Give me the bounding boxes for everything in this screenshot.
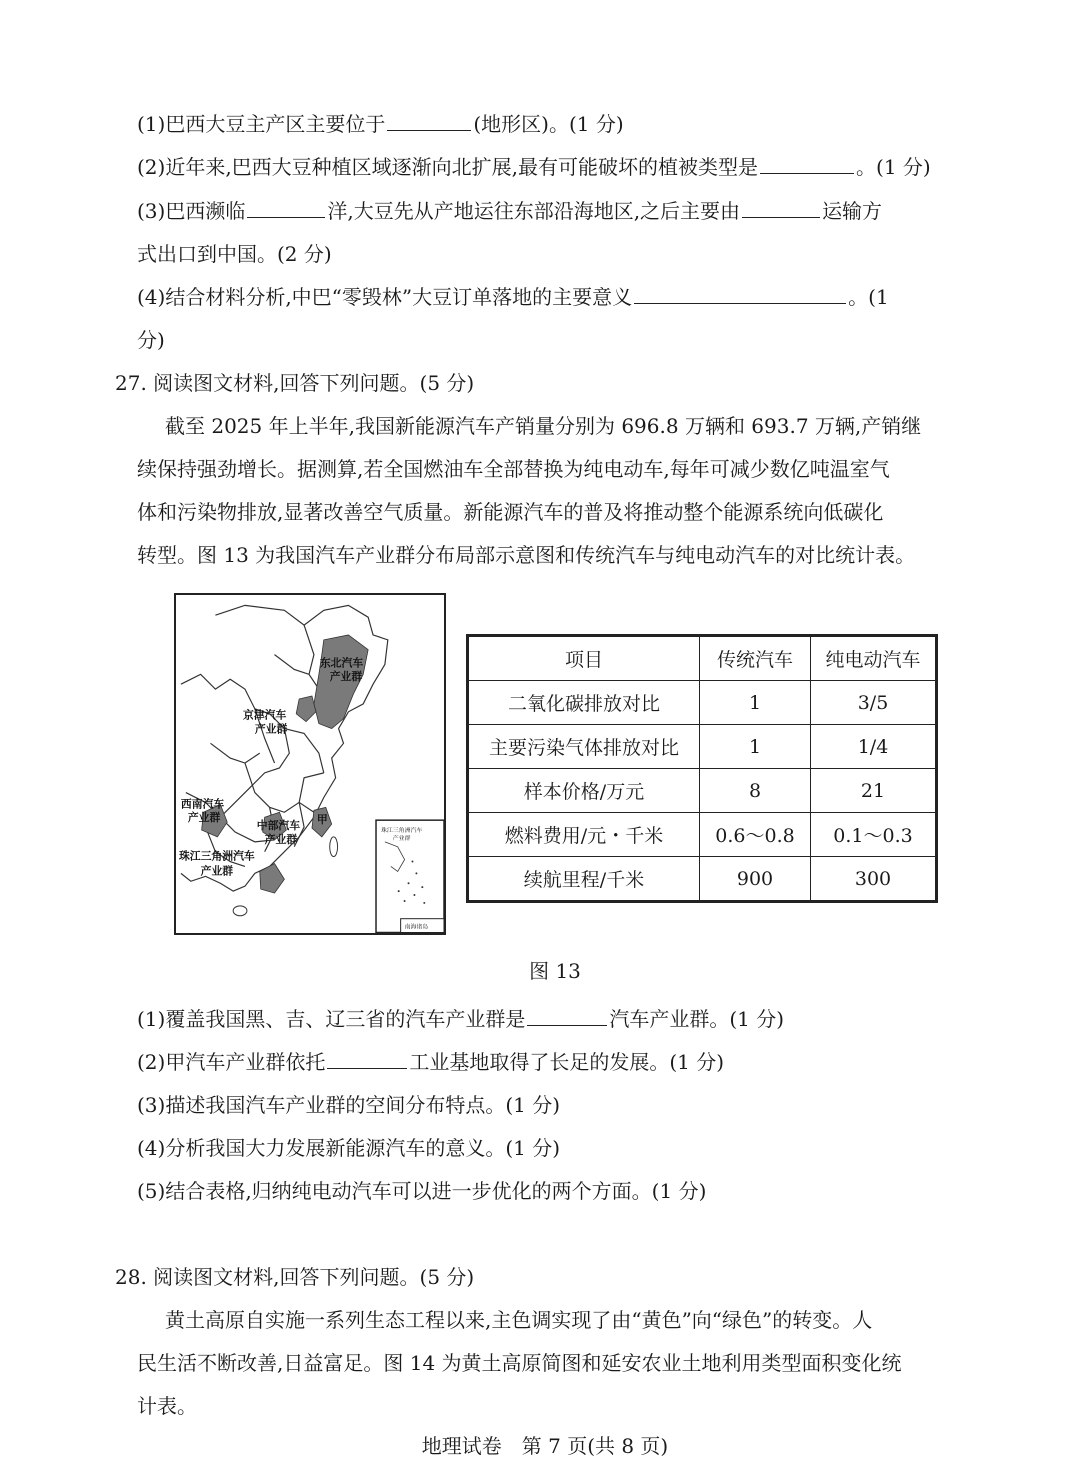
- table-row: [468, 681, 937, 725]
- comparison-table: [466, 634, 938, 903]
- map-label-zhongbu: 中部汽车: [256, 819, 301, 833]
- q28-paragraph-line: 民生活不断改善,日益富足。图 14 为黄土高原简图和延安农业土地利用类型面积变化统: [137, 1351, 902, 1375]
- answer-blank[interactable]: [387, 110, 471, 131]
- answer-blank[interactable]: [327, 1048, 407, 1069]
- jingjin-cluster-area: [296, 696, 316, 722]
- table-row: [468, 725, 937, 769]
- answer-blank[interactable]: [742, 197, 820, 218]
- map-label-xinan: 产业群: [187, 811, 221, 825]
- map-label-jia: 甲: [316, 813, 328, 827]
- q26-sub4-text: (4)结合材料分析,中巴“零毁林”大豆订单落地的主要意义: [137, 285, 633, 309]
- table-cell: 燃料费用/元・千米: [468, 813, 700, 857]
- table-cell: 3/5: [811, 681, 937, 725]
- q27-paragraph-line: 转型。图 13 为我国汽车产业群分布局部示意图和传统汽车与纯电动汽车的对比统计表。: [137, 543, 916, 567]
- map-label-dongbei: 产业群: [329, 670, 363, 684]
- q28-paragraph-line: 计表。: [137, 1394, 197, 1418]
- inset-label: 珠江三角洲汽车: [380, 827, 423, 834]
- table-header: 项目: [468, 636, 700, 681]
- inset-label: 产业群: [392, 835, 411, 842]
- answer-blank[interactable]: [527, 1005, 607, 1026]
- map-label-zhujiang: 珠江三角洲汽车: [178, 849, 255, 863]
- table-row: [468, 813, 937, 857]
- table-cell: 8: [700, 769, 811, 813]
- figure-caption: 图 13: [529, 959, 581, 983]
- inset-caption: 南海诸岛: [404, 924, 429, 931]
- q26-sub3-line2: 式出口到中国。(2 分): [137, 242, 332, 266]
- table-header-row: [468, 636, 937, 681]
- table-cell: 1: [700, 725, 811, 769]
- q27-sub1-text: (1)覆盖我国黑、吉、辽三省的汽车产业群是: [137, 1007, 526, 1031]
- map-label-dongbei: 东北汽车: [319, 656, 364, 670]
- q27-sub2-text-end: 工业基地取得了长足的发展。(1 分): [409, 1050, 725, 1074]
- q26-sub2-text: (2)近年来,巴西大豆种植区域逐渐向北扩展,最有可能破坏的植被类型是: [137, 155, 759, 179]
- q28-title: 28. 阅读图文材料,回答下列问题。(5 分): [115, 1265, 475, 1289]
- china-auto-industry-map: [174, 593, 446, 935]
- q27-title: 27. 阅读图文材料,回答下列问题。(5 分): [115, 371, 475, 395]
- q27-paragraph-line: 截至 2025 年上半年,我国新能源汽车产销量分别为 696.8 万辆和 693.7 万辆,产销继: [165, 414, 922, 438]
- table-cell: 0.6～0.8: [700, 813, 811, 857]
- table-cell: 样本价格/万元: [468, 769, 700, 813]
- table-cell: 900: [700, 857, 811, 902]
- q27-sub2-text: (2)甲汽车产业群依托: [137, 1050, 326, 1074]
- map-label-zhujiang: 产业群: [200, 864, 234, 878]
- table-cell: 1: [700, 681, 811, 725]
- q27-sub1: [137, 1005, 784, 1033]
- q26-sub4-line2: 分): [137, 328, 165, 352]
- q26-sub3-text-end: 运输方: [822, 199, 883, 223]
- answer-blank[interactable]: [634, 283, 846, 304]
- table-cell: 21: [811, 769, 937, 813]
- q27-sub4: (4)分析我国大力发展新能源汽车的意义。(1 分): [137, 1136, 561, 1160]
- page-footer: 地理试卷 第 7 页(共 8 页): [421, 1434, 669, 1458]
- q27-sub2: [137, 1048, 724, 1076]
- q26-sub4-line1: [137, 283, 889, 311]
- q26-sub2-text-end: 。(1 分): [856, 155, 931, 179]
- map-label-jingjin: 京津汽车: [243, 708, 287, 722]
- map-label-zhongbu: 产业群: [264, 832, 298, 846]
- q26-sub1-text-end: (地形区)。(1 分): [473, 112, 624, 136]
- table-cell: 1/4: [811, 725, 937, 769]
- q28-paragraph-line: 黄土高原自实施一系列生态工程以来,主色调实现了由“黄色”向“绿色”的转变。人: [165, 1308, 873, 1332]
- answer-blank[interactable]: [760, 153, 854, 174]
- table-cell: 二氧化碳排放对比: [468, 681, 700, 725]
- table-cell: 主要污染气体排放对比: [468, 725, 700, 769]
- table-header: 传统汽车: [700, 636, 811, 681]
- table-cell: 300: [811, 857, 937, 902]
- table-header: 纯电动汽车: [811, 636, 937, 681]
- q26-sub1-text: (1)巴西大豆主产区主要位于: [137, 112, 386, 136]
- table-row: [468, 857, 937, 902]
- q27-sub5: (5)结合表格,归纳纯电动汽车可以进一步优化的两个方面。(1 分): [137, 1179, 707, 1203]
- map-label-jingjin: 产业群: [254, 722, 288, 736]
- south-china-sea-inset: [376, 820, 444, 932]
- table-cell: 0.1～0.3: [811, 813, 937, 857]
- q27-paragraph-line: 续保持强劲增长。据测算,若全国燃油车全部替换为纯电动车,每年可减少数亿吨温室气: [137, 457, 890, 481]
- table-cell: 续航里程/千米: [468, 857, 700, 902]
- q26-sub3-text-mid: 洋,大豆先从产地运往东部沿海地区,之后主要由: [327, 199, 741, 223]
- q26-sub4-text-end: 。(1: [848, 285, 889, 309]
- zhujiang-cluster-area: [260, 864, 285, 894]
- q27-sub3: (3)描述我国汽车产业群的空间分布特点。(1 分): [137, 1093, 561, 1117]
- q26-sub2: [137, 153, 931, 181]
- q26-sub3-text: (3)巴西濒临: [137, 199, 246, 223]
- table-row: [468, 769, 937, 813]
- map-label-xinan: 西南汽车: [180, 797, 225, 811]
- answer-blank[interactable]: [247, 197, 325, 218]
- q26-sub3-line1: [137, 197, 882, 225]
- q27-sub1-text-end: 汽车产业群。(1 分): [609, 1007, 785, 1031]
- q26-sub1: [137, 110, 624, 138]
- q27-paragraph-line: 体和污染物排放,显著改善空气质量。新能源汽车的普及将推动整个能源系统向低碳化: [137, 500, 884, 524]
